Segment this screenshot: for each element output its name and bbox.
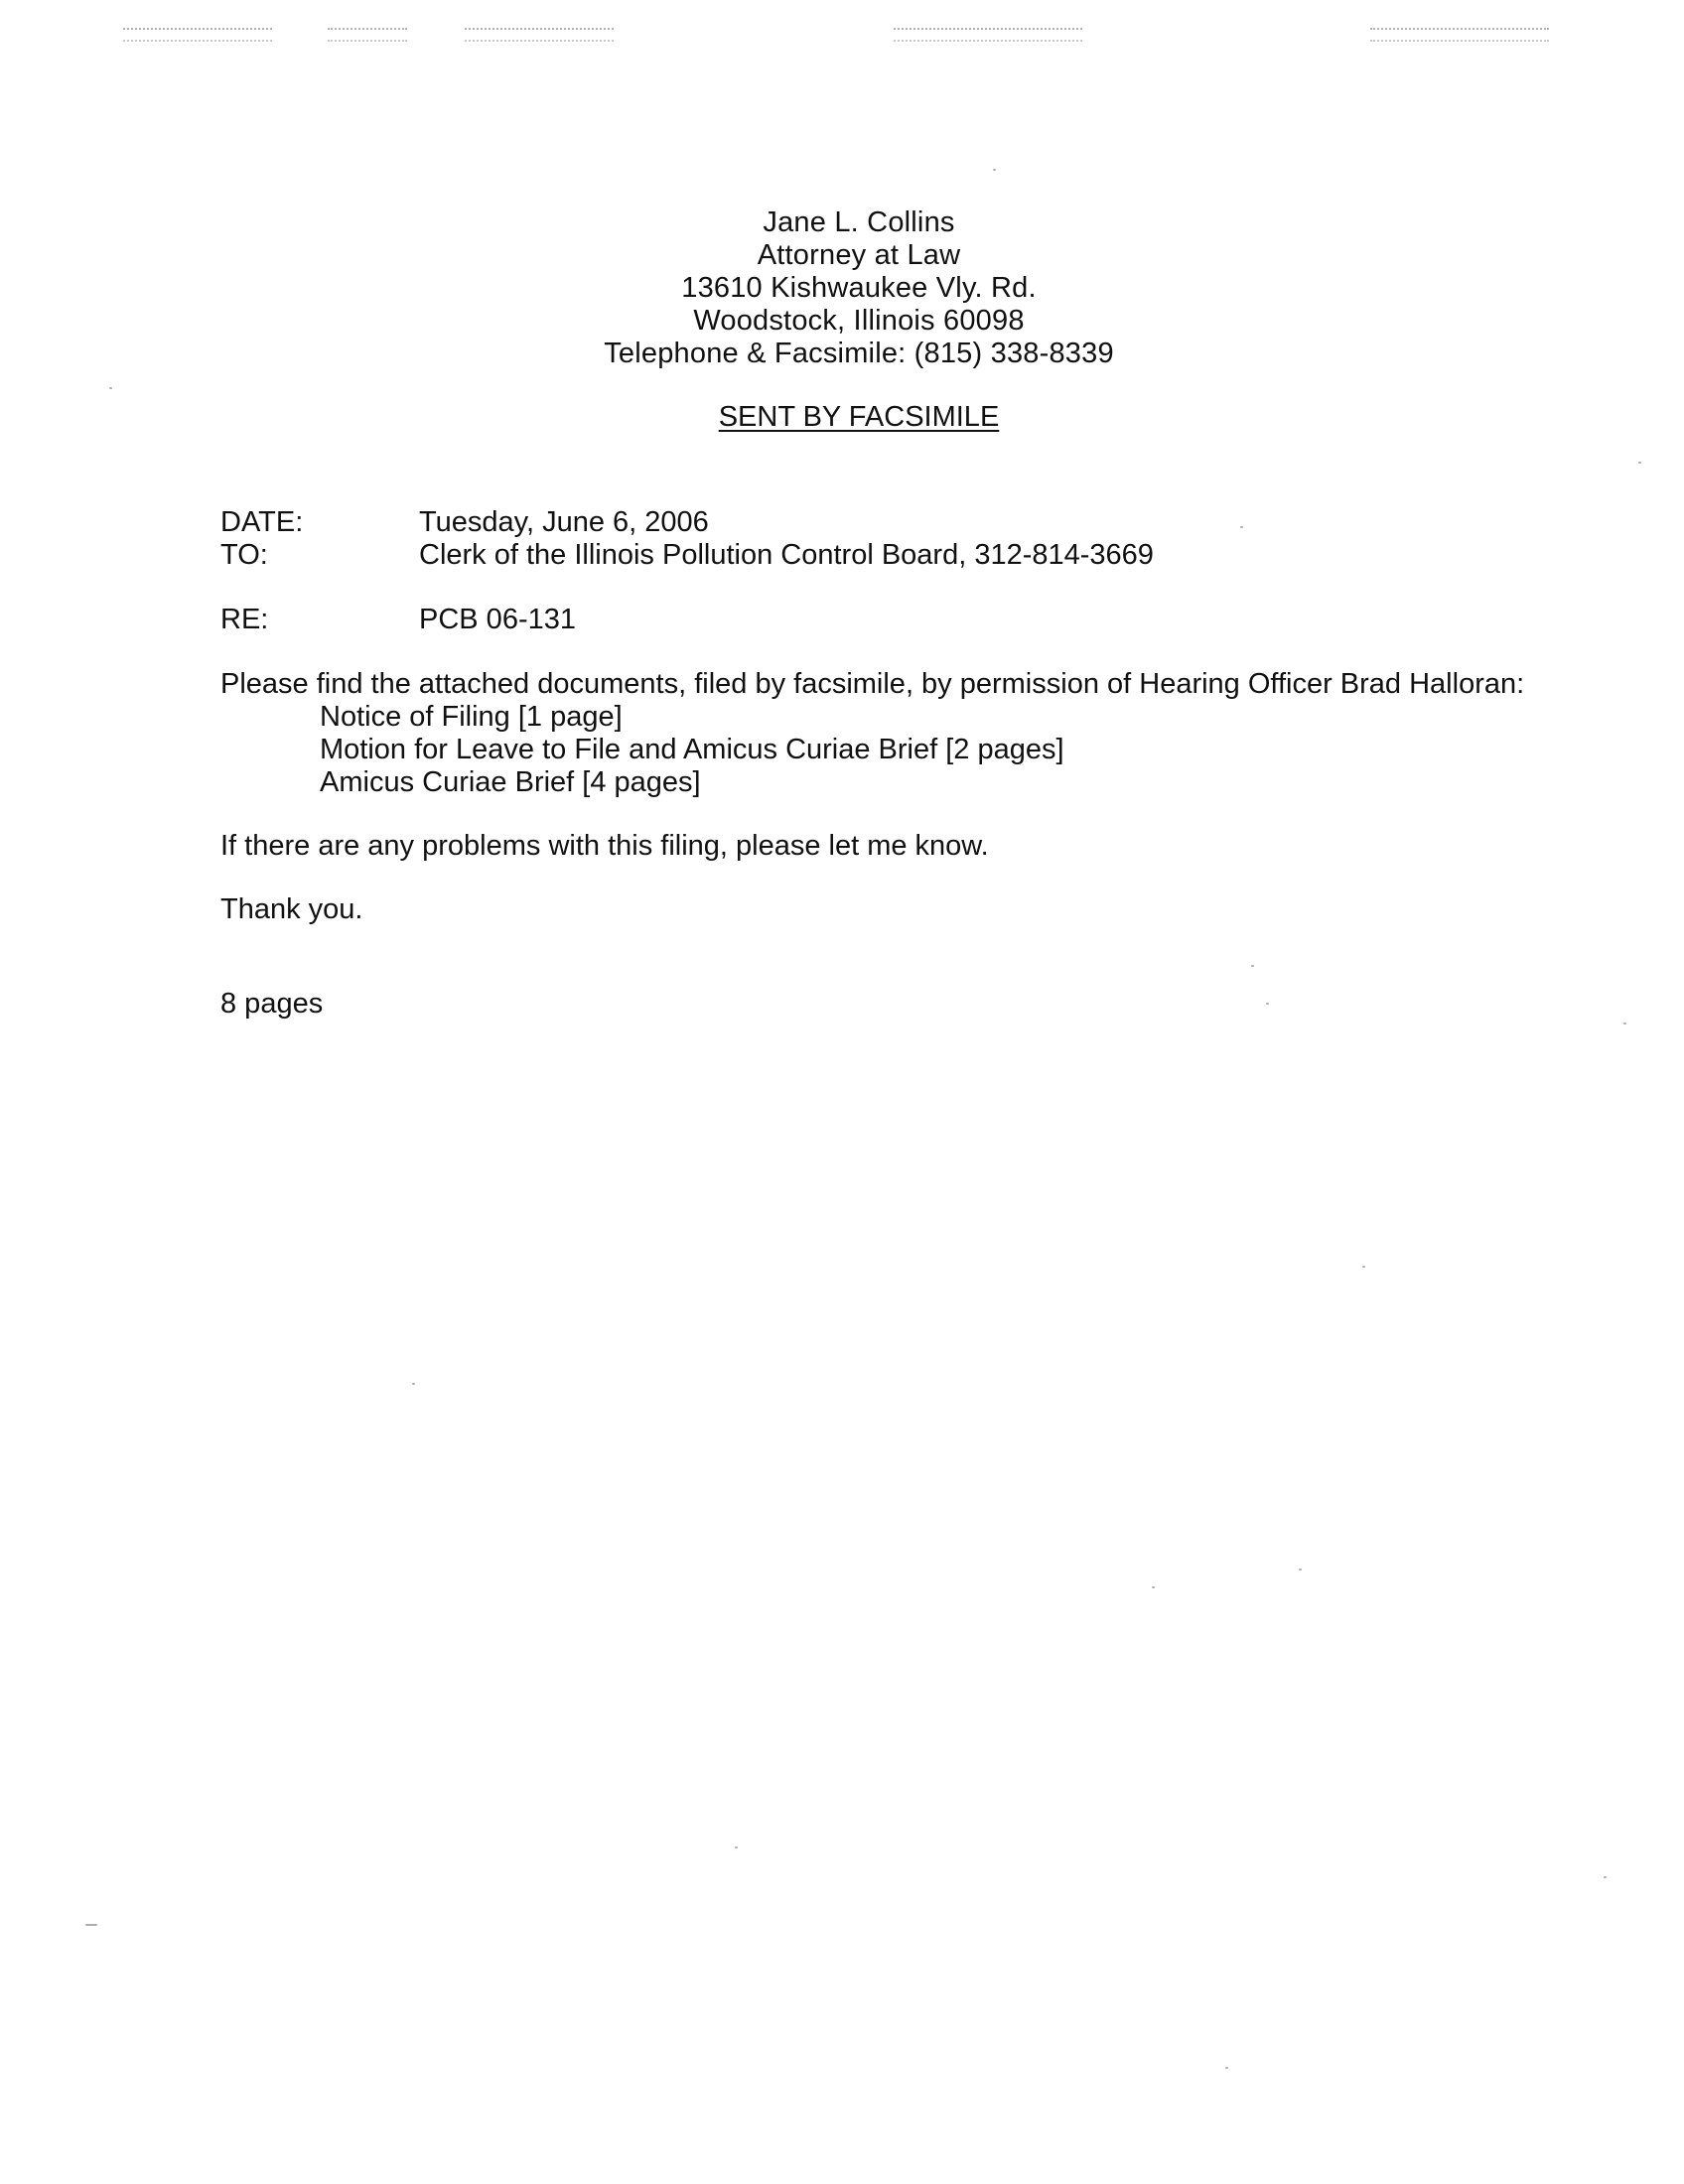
attorney-title: Attorney at Law <box>757 239 961 271</box>
fax-transmission-header <box>0 18 1684 48</box>
date-label: DATE: <box>220 506 304 538</box>
scan-speck <box>1266 1003 1269 1005</box>
thanks-paragraph: Thank you. <box>220 893 363 925</box>
re-label: RE: <box>220 604 269 635</box>
scan-speck <box>1604 1876 1607 1878</box>
to-label: TO: <box>220 539 268 571</box>
sent-by-heading <box>0 401 1684 434</box>
scan-speck <box>1623 1023 1626 1024</box>
scan-speck <box>1152 1586 1155 1588</box>
date-row <box>220 506 1154 539</box>
re-row <box>220 604 1154 636</box>
to-value: Clerk of the Illinois Pollution Control Board, 312-814-3669 <box>419 539 1154 571</box>
street-address: 13610 Kishwaukee Vly. Rd. <box>681 272 1037 304</box>
scan-speck <box>1362 1266 1365 1268</box>
page-count: 8 pages <box>220 988 324 1020</box>
scan-speck <box>109 387 112 389</box>
scan-speck <box>1240 526 1243 528</box>
to-row <box>220 539 1154 572</box>
scan-speck <box>993 169 996 171</box>
scan-speck <box>1299 1569 1302 1570</box>
cover-fields <box>220 506 1154 636</box>
scan-speck <box>1638 462 1641 464</box>
fax-header-smudge <box>894 28 1082 42</box>
attachment-item: Notice of Filing [1 page] <box>320 701 623 733</box>
fax-header-smudge <box>465 28 614 42</box>
problems-paragraph: If there are any problems with this filing, please let me know. <box>220 830 989 862</box>
sent-by-text: SENT BY FACSIMILE <box>718 401 1000 433</box>
attachment-item: Amicus Curiae Brief [4 pages] <box>320 766 701 798</box>
scan-speck <box>85 1924 97 1926</box>
attachment-list <box>220 701 1531 799</box>
re-value: PCB 06-131 <box>419 604 576 635</box>
scan-speck <box>1225 2067 1228 2069</box>
scan-speck <box>1251 965 1254 967</box>
date-value: Tuesday, June 6, 2006 <box>419 506 709 538</box>
intro-paragraph: Please find the attached documents, filed by facsimile, by permission of Hearing Officer Brad Halloran: <box>220 668 1525 700</box>
letterhead <box>0 206 1684 370</box>
letter-body <box>220 668 1531 1021</box>
city-state-zip: Woodstock, Illinois 60098 <box>693 305 1025 337</box>
fax-header-smudge <box>328 28 407 42</box>
attorney-name: Jane L. Collins <box>763 206 955 238</box>
scan-speck <box>735 1846 738 1848</box>
fax-header-smudge <box>123 28 272 42</box>
attachment-item: Motion for Leave to File and Amicus Curiae Brief [2 pages] <box>320 734 1064 765</box>
phone-fax: Telephone & Facsimile: (815) 338-8339 <box>604 338 1114 369</box>
scan-speck <box>412 1383 415 1385</box>
fax-header-smudge <box>1370 28 1549 42</box>
